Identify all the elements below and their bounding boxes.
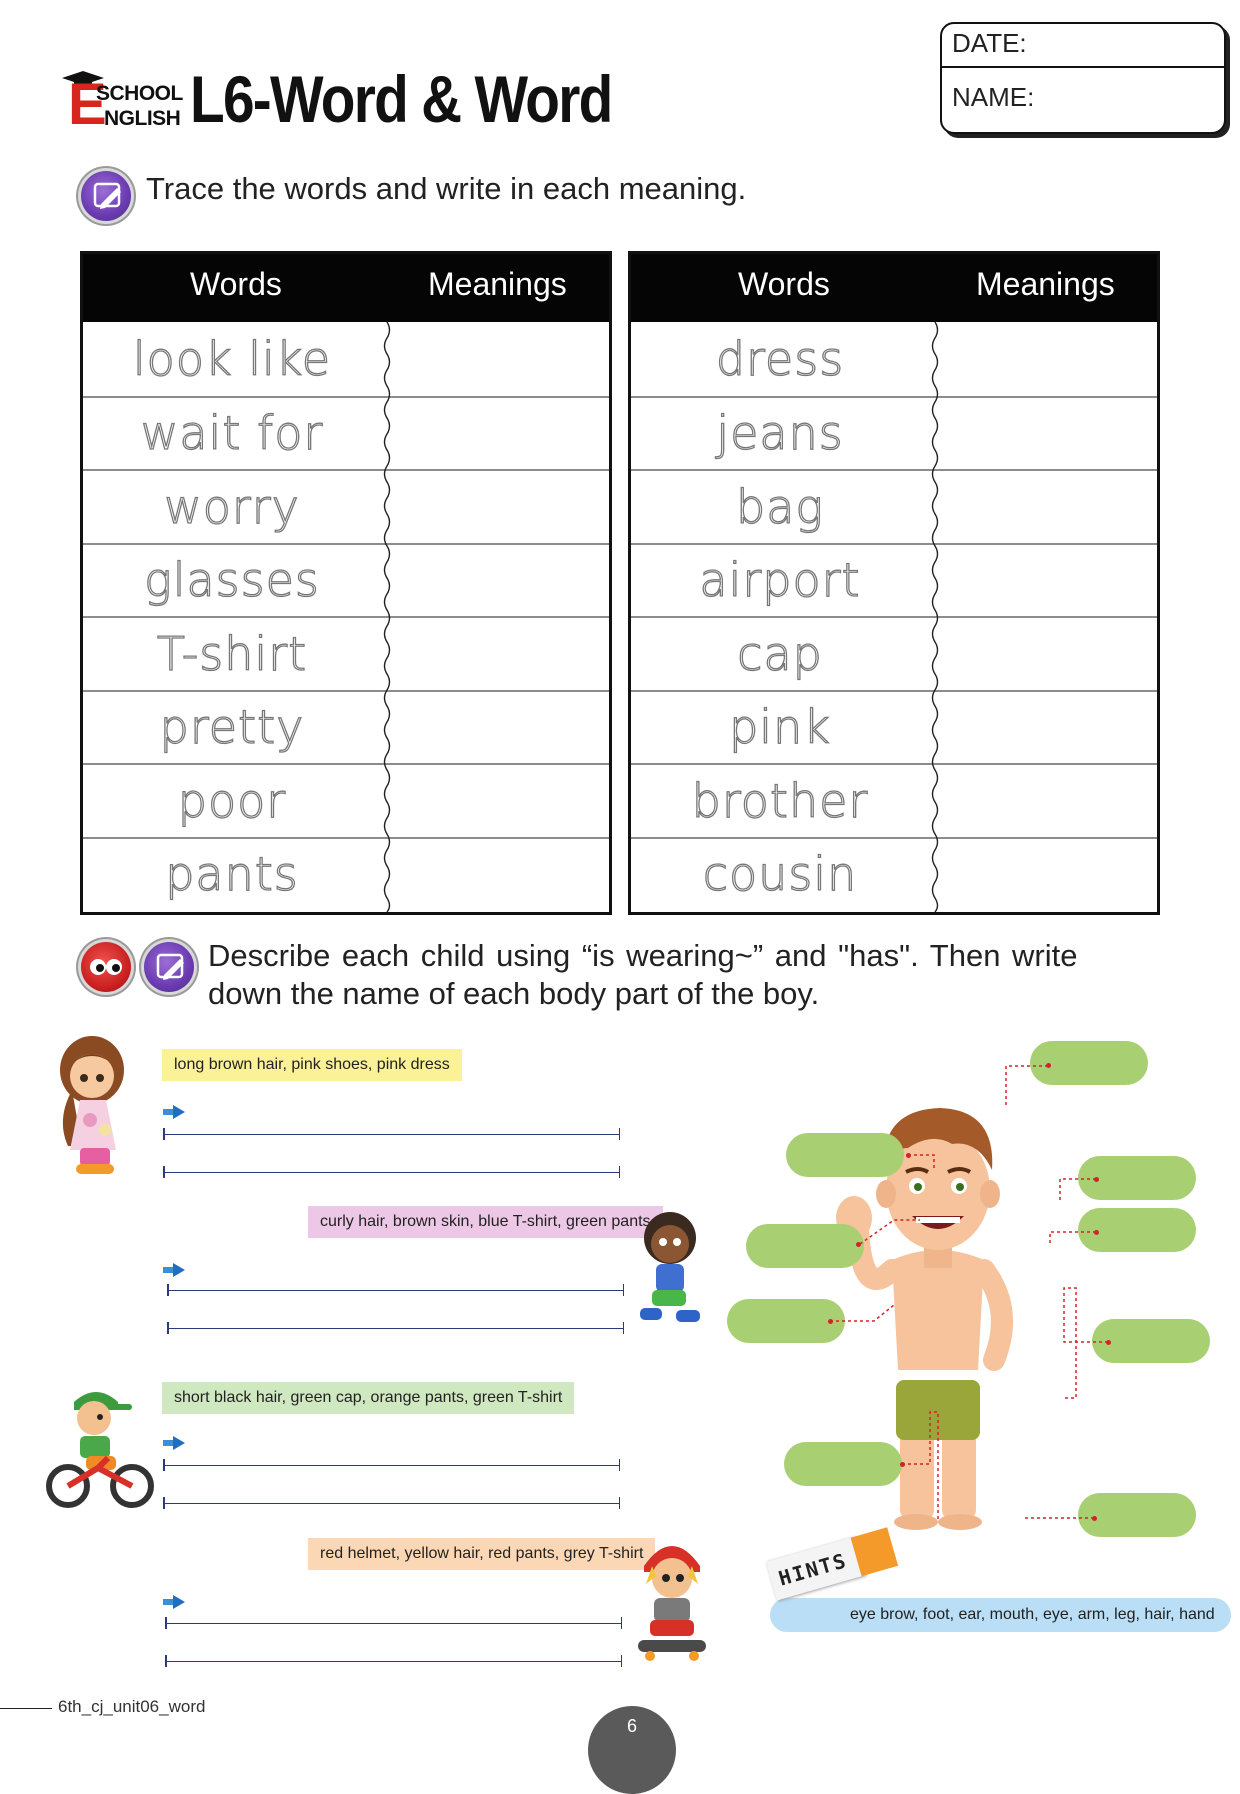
child-description-label: red helmet, yellow hair, red pants, grey T-shirt [308, 1538, 655, 1570]
pointer-dot [828, 1319, 833, 1324]
trace-word: pants [165, 847, 299, 902]
col-header-words: Words [738, 266, 830, 302]
pointer-dot [906, 1153, 911, 1158]
hints-word-list: eye brow, foot, ear, mouth, eye, arm, leg, hair, hand [770, 1598, 1231, 1632]
pointer-dot [1106, 1340, 1111, 1345]
trace-word: cap [737, 626, 823, 681]
trace-word: dress [715, 331, 845, 386]
col-header-words: Words [190, 266, 282, 302]
trace-word: T-shirt [156, 626, 308, 681]
child-description-label: long brown hair, pink shoes, pink dress [162, 1049, 462, 1081]
page-number-badge [588, 1706, 676, 1794]
name-label: NAME: [952, 82, 1035, 112]
trace-word: look like [132, 331, 332, 386]
footer-code: 6th_cj_unit06_word [58, 1697, 206, 1716]
trace-word: jeans [716, 406, 844, 461]
trace-word: airport [699, 553, 861, 608]
page-number: 6 [626, 1716, 637, 1736]
pointer-dot [900, 1462, 905, 1467]
trace-word: cousin [702, 847, 858, 902]
logo-word-school: SCHOOL [96, 82, 183, 105]
section2-instruction-line1: Describe each child using “is wearing~” and "has". Then write [208, 938, 1078, 973]
trace-word: poor [177, 773, 287, 828]
logo-word-english: NGLISH [104, 107, 181, 130]
trace-word: pretty [159, 700, 305, 755]
trace-word: bag [736, 479, 824, 534]
logo-letter: E [68, 72, 107, 137]
page-title: L6-Word & Word [190, 62, 612, 136]
trace-word: worry [164, 479, 300, 534]
date-label: DATE: [952, 28, 1027, 58]
pointer-dot [1094, 1177, 1099, 1182]
trace-word: glasses [144, 553, 320, 608]
trace-word: wait for [140, 406, 324, 461]
section2-instruction-line2: down the name of each body part of the boy. [208, 976, 820, 1011]
child-description-label: short black hair, green cap, orange pants, green T-shirt [162, 1382, 574, 1414]
pointer-dot [1092, 1516, 1097, 1521]
child-description-label: curly hair, brown skin, blue T-shirt, green pants [308, 1206, 663, 1238]
hints-label: HINTS [775, 1548, 851, 1591]
section1-instruction: Trace the words and write in each meaning. [146, 171, 747, 206]
trace-word: pink [729, 700, 831, 755]
footer-rule [0, 1708, 52, 1709]
pointer-dot [1046, 1063, 1051, 1068]
col-header-meanings: Meanings [428, 266, 567, 302]
pointer-dot [1094, 1230, 1099, 1235]
pointer-dot [856, 1242, 861, 1247]
col-header-meanings: Meanings [976, 266, 1115, 302]
trace-word: brother [691, 773, 869, 828]
